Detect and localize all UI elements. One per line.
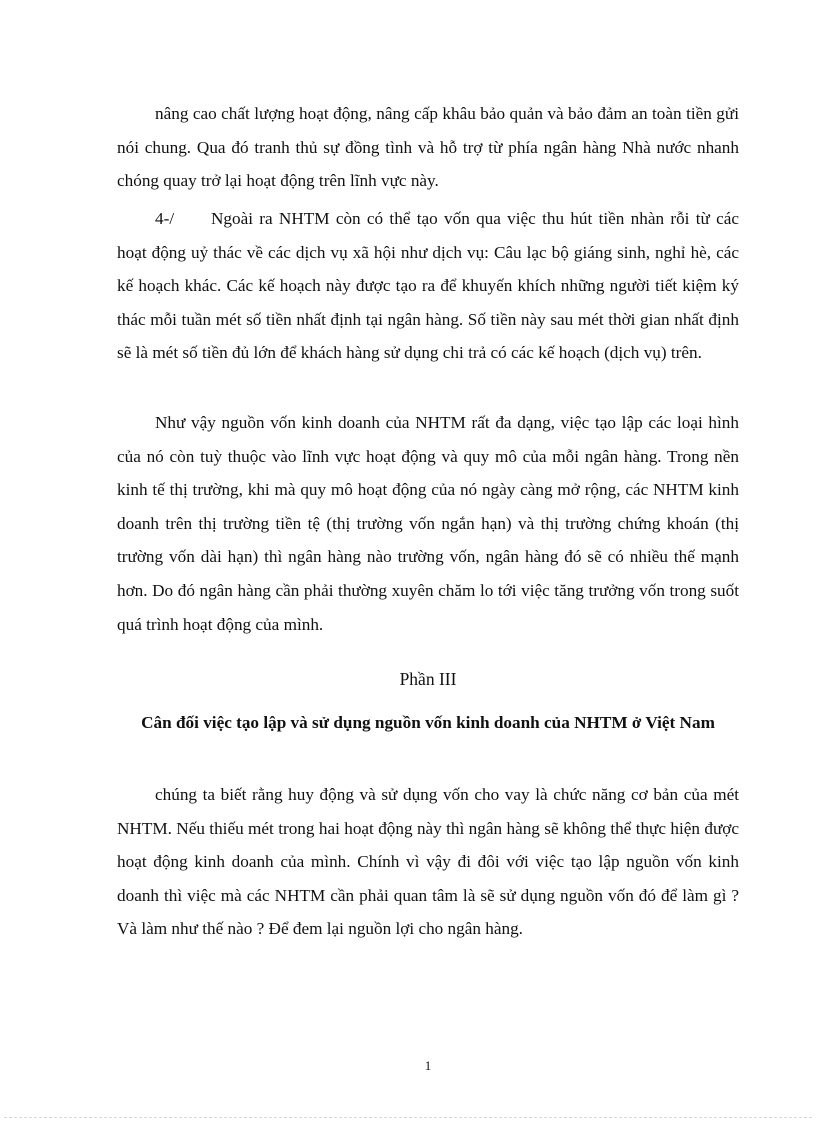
- item-number: 4-/: [155, 209, 175, 228]
- paragraph-1: nâng cao chất lượng hoạt động, nâng cấp khâu bảo quản và bảo đảm an toàn tiền gửi nói chung. Qua đó tranh thủ sự đồng tình và hỗ trợ từ phía ngân hàng Nhà nước nhanh chóng quay trở lại hoạt động trên lĩnh vực này.: [117, 104, 739, 191]
- part-title: Phần III: [399, 669, 457, 689]
- section-heading: Cân đối việc tạo lập và sử dụng nguồn vốn kinh doanh của NHTM ở Việt Nam: [141, 713, 715, 732]
- paragraph-2-text: Ngoài ra NHTM còn có thể tạo vốn qua việc thu hút tiền nhàn rỗi từ các hoạt động uỷ thác về các dịch vụ xã hội như dịch vụ: Câu lạc bộ giáng sinh, nghỉ hè, các kế hoạch khác. Các kế hoạch này được tạo ra để khuyến khích những người tiết kiệm ký thác mỗi tuần mét số tiền nhất định tại ngân hàng. Số tiền này sau mét thời gian nhất định sẽ là mét số tiền đủ lớn để khách hàng sử dụng chi trả có các kế hoạch (dịch vụ) trên.: [117, 209, 739, 363]
- page-bottom-divider: [4, 1117, 812, 1118]
- page-number: 1: [424, 1058, 432, 1073]
- paragraph-2: [117, 202, 739, 370]
- paragraph-4: chúng ta biết rằng huy động và sử dụng vốn cho vay là chức năng cơ bản của mét NHTM. Nếu thiếu mét trong hai hoạt động này thì ngân hàng sẽ không thể thực hiện được hoạt động kinh doanh của mình. Chính vì vậy đi đôi với việc tạo lập nguồn vốn kinh doanh thì việc mà các NHTM cần phải quan tâm là sẽ sử dụng nguồn vốn đó để làm gì ? Và làm như thế nào ? Để đem lại nguồn lợi cho ngân hàng.: [117, 785, 739, 939]
- paragraph-3: Như vậy nguồn vốn kinh doanh của NHTM rất đa dạng, việc tạo lập các loại hình của nó còn tuỳ thuộc vào lĩnh vực hoạt động và quy mô của mỗi ngân hàng. Trong nền kinh tế thị trường, khi mà quy mô hoạt động của nó ngày càng mở rộng, các NHTM kinh doanh trên thị trường tiền tệ (thị trường vốn ngắn hạn) và thị trường chứng khoán (thị trường vốn dài hạn) thì ngân hàng nào trường vốn, ngân hàng đó sẽ có nhiều thế mạnh hơn. Do đó ngân hàng cần phải thường xuyên chăm lo tới việc tăng trưởng vốn trong suốt quá trình hoạt động của mình.: [117, 413, 739, 634]
